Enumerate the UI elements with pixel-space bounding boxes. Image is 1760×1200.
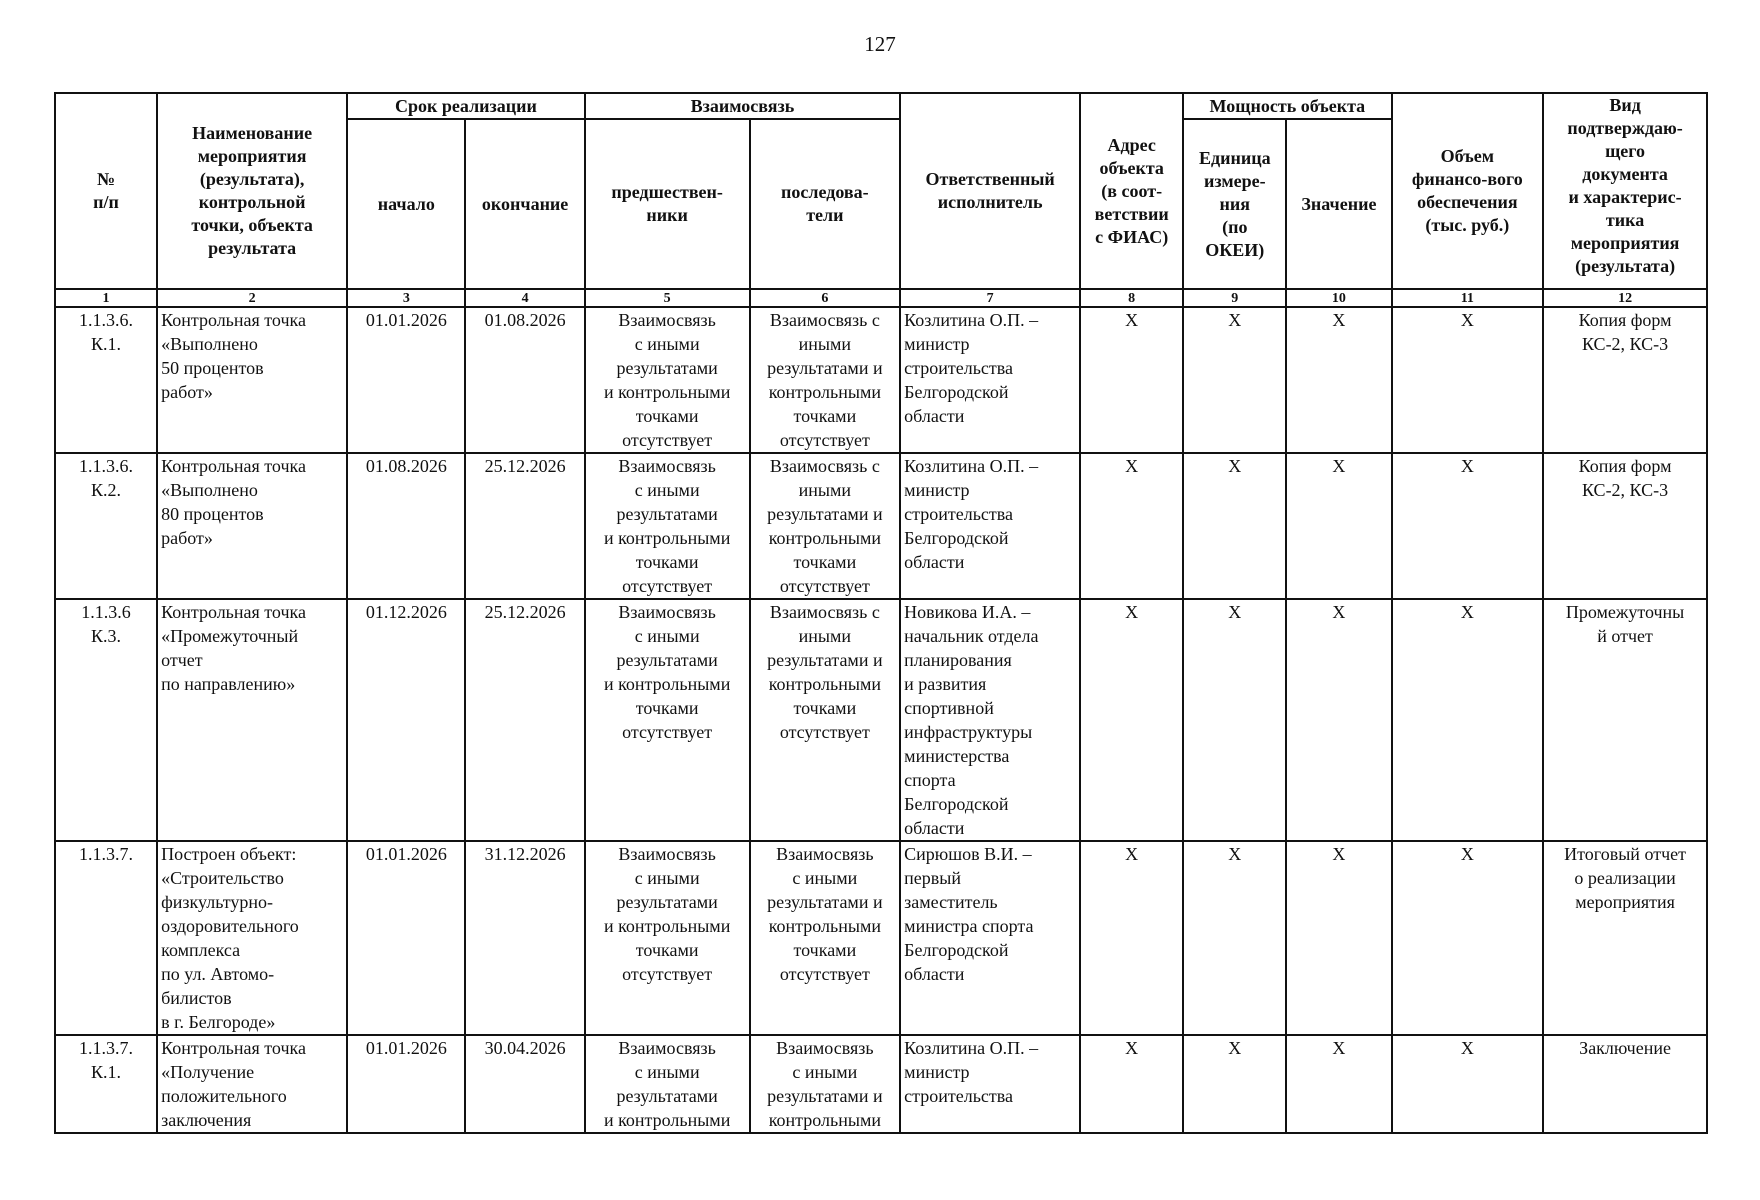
row-name: Контрольная точка «Промежуточный отчет по направлению» (157, 599, 347, 841)
row-address: X (1080, 307, 1183, 453)
row-finance: X (1392, 841, 1544, 1035)
column-numbers-row (55, 289, 1707, 307)
column-number: 2 (157, 289, 347, 307)
header-end: окончание (465, 119, 584, 289)
header-doc: Вид подтверждаю- щего документа и характерис- тика мероприятия (результата) (1543, 93, 1707, 289)
row-doc: Промежуточны й отчет (1543, 599, 1707, 841)
header-capacity: Мощность объекта (1183, 93, 1391, 119)
row-successors: Взаимосвязь с иными результатами и контрольными точками отсутствует (750, 599, 901, 841)
row-doc: Копия форм КС-2, КС-3 (1543, 453, 1707, 599)
column-number: 3 (347, 289, 465, 307)
row-predecessors: Взаимосвязь с иными результатами и контрольными (585, 1035, 750, 1133)
row-doc: Заключение (1543, 1035, 1707, 1133)
row-end: 31.12.2026 (465, 841, 584, 1035)
row-number: 1.1.3.6. К.1. (55, 307, 157, 453)
table-row (55, 453, 1707, 599)
row-number: 1.1.3.6 К.3. (55, 599, 157, 841)
row-finance: X (1392, 453, 1544, 599)
row-value: X (1286, 599, 1391, 841)
row-unit: X (1183, 307, 1286, 453)
row-responsible: Козлитина О.П. – министр строительства (900, 1035, 1080, 1133)
row-address: X (1080, 1035, 1183, 1133)
header-successors: последова- тели (750, 119, 901, 289)
row-predecessors: Взаимосвязь с иными результатами и контрольными точками отсутствует (585, 841, 750, 1035)
column-number: 11 (1392, 289, 1544, 307)
column-number: 5 (585, 289, 750, 307)
row-start: 01.12.2026 (347, 599, 465, 841)
row-address: X (1080, 599, 1183, 841)
row-name: Контрольная точка «Выполнено 80 процентов работ» (157, 453, 347, 599)
column-number: 12 (1543, 289, 1707, 307)
row-start: 01.08.2026 (347, 453, 465, 599)
row-name: Контрольная точка «Получение положительного заключения (157, 1035, 347, 1133)
row-responsible: Козлитина О.П. – министр строительства Белгородской области (900, 453, 1080, 599)
header-period: Срок реализации (347, 93, 585, 119)
header-finance: Объем финансо-вого обеспечения (тыс. руб.) (1392, 93, 1544, 289)
table-row (55, 307, 1707, 453)
column-number: 8 (1080, 289, 1183, 307)
row-doc: Итоговый отчет о реализации мероприятия (1543, 841, 1707, 1035)
row-predecessors: Взаимосвязь с иными результатами и контрольными точками отсутствует (585, 307, 750, 453)
row-address: X (1080, 453, 1183, 599)
column-number: 1 (55, 289, 157, 307)
row-unit: X (1183, 453, 1286, 599)
row-successors: Взаимосвязь с иными результатами и контрольными (750, 1035, 901, 1133)
row-successors: Взаимосвязь с иными результатами и контрольными точками отсутствует (750, 841, 901, 1035)
header-start: начало (347, 119, 465, 289)
row-successors: Взаимосвязь с иными результатами и контрольными точками отсутствует (750, 307, 901, 453)
row-start: 01.01.2026 (347, 307, 465, 453)
row-number: 1.1.3.7. (55, 841, 157, 1035)
row-name: Контрольная точка «Выполнено 50 процентов работ» (157, 307, 347, 453)
row-name: Построен объект: «Строительство физкультурно- оздоровительного комплекса по ул. Автомо- билистов в г. Белгороде» (157, 841, 347, 1035)
row-value: X (1286, 841, 1391, 1035)
row-end: 30.04.2026 (465, 1035, 584, 1133)
row-predecessors: Взаимосвязь с иными результатами и контрольными точками отсутствует (585, 599, 750, 841)
column-number: 10 (1286, 289, 1391, 307)
page-number: 127 (864, 32, 896, 56)
header-value: Значение (1286, 119, 1391, 289)
row-successors: Взаимосвязь с иными результатами и контрольными точками отсутствует (750, 453, 901, 599)
row-number: 1.1.3.7. К.1. (55, 1035, 157, 1133)
header-name: Наименование мероприятия (результата), контрольной точки, объекта результата (157, 93, 347, 289)
row-responsible: Сирюшов В.И. – первый заместитель министра спорта Белгородской области (900, 841, 1080, 1035)
row-number: 1.1.3.6. К.2. (55, 453, 157, 599)
header-responsible: Ответственный исполнитель (900, 93, 1080, 289)
table-row (55, 841, 1707, 1035)
row-finance: X (1392, 599, 1544, 841)
row-value: X (1286, 453, 1391, 599)
row-unit: X (1183, 599, 1286, 841)
column-number: 4 (465, 289, 584, 307)
row-start: 01.01.2026 (347, 841, 465, 1035)
table-row (55, 599, 1707, 841)
row-end: 25.12.2026 (465, 453, 584, 599)
row-finance: X (1392, 307, 1544, 453)
table-row (55, 1035, 1707, 1133)
header-num: № п/п (55, 93, 157, 289)
row-unit: X (1183, 1035, 1286, 1133)
column-number: 7 (900, 289, 1080, 307)
row-doc: Копия форм КС-2, КС-3 (1543, 307, 1707, 453)
header-predecessors: предшествен- ники (585, 119, 750, 289)
row-finance: X (1392, 1035, 1544, 1133)
row-value: X (1286, 1035, 1391, 1133)
row-address: X (1080, 841, 1183, 1035)
row-unit: X (1183, 841, 1286, 1035)
row-end: 01.08.2026 (465, 307, 584, 453)
row-start: 01.01.2026 (347, 1035, 465, 1133)
row-responsible: Козлитина О.П. – министр строительства Белгородской области (900, 307, 1080, 453)
header-unit: Единица измере- ния (по ОКЕИ) (1183, 119, 1286, 289)
row-predecessors: Взаимосвязь с иными результатами и контрольными точками отсутствует (585, 453, 750, 599)
column-number: 9 (1183, 289, 1286, 307)
header-relation: Взаимосвязь (585, 93, 900, 119)
row-responsible: Новикова И.А. – начальник отдела планирования и развития спортивной инфраструктуры министерства спорта Белгородской области (900, 599, 1080, 841)
row-value: X (1286, 307, 1391, 453)
plan-table (54, 92, 1708, 1134)
row-end: 25.12.2026 (465, 599, 584, 841)
header-address: Адрес объекта (в соот- ветствии с ФИАС) (1080, 93, 1183, 289)
column-number: 6 (750, 289, 901, 307)
